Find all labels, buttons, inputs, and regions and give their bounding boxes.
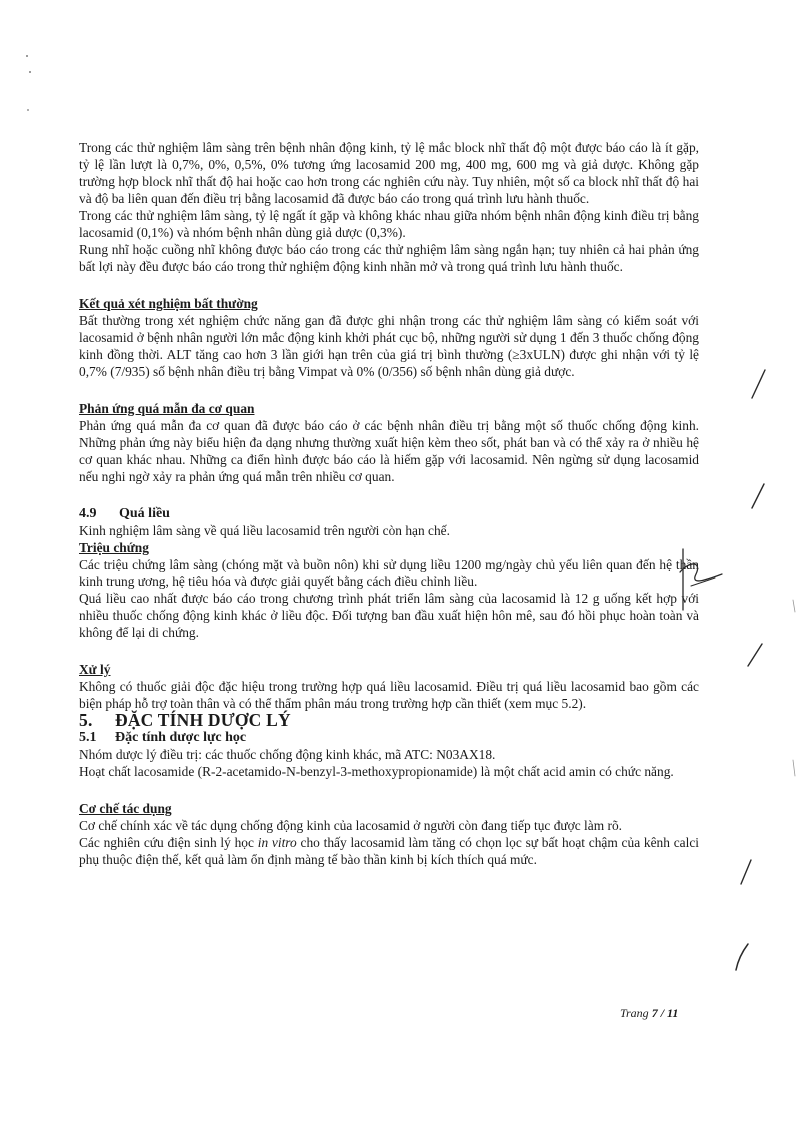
tick-mark [748, 644, 762, 666]
mechanism-text-a: Các nghiên cứu điện sinh lý học [79, 835, 258, 850]
pharmacology-paragraph-1: Nhóm dược lý điều trị: các thuốc chống động kinh khác, mã ATC: N03AX18. [79, 747, 496, 762]
intro-paragraph-3: Rung nhĩ hoặc cuồng nhĩ không được báo cáo trong các thử nghiệm lâm sàng ngắn hạn; tuy nhiên cả hai phản ứng bất lợi này đều được báo cáo trong thử nghiệm động kinh nhãn mở và trong quá trình lưu hành thuốc. [79, 242, 699, 274]
page-footer [620, 1006, 678, 1021]
section-5-heading [79, 712, 699, 729]
mechanism-paragraph-2 [79, 834, 699, 868]
section-number: 4.9 [79, 506, 97, 521]
treatment-heading: Xử lý [79, 662, 111, 677]
page-content [79, 139, 699, 868]
section-number: 5. [79, 710, 93, 730]
section-title: Quá liều [119, 506, 170, 521]
section-number: 5.1 [79, 730, 97, 745]
intro-paragraph-2: Trong các thử nghiệm lâm sàng, tỷ lệ ngất ít gặp và không khác nhau giữa nhóm bệnh nhân động kinh điều trị bằng lacosamid (0,1%) và nhóm bệnh nhân dùng giả dược (0,3%). [79, 208, 699, 240]
page-label: Trang [620, 1006, 652, 1020]
hypersensitivity-heading: Phản ứng quá mẫn đa cơ quan [79, 401, 255, 416]
tick-mark [741, 860, 751, 884]
intro-paragraph-1: Trong các thử nghiệm lâm sàng trên bệnh nhân động kinh, tỷ lệ mắc block nhĩ thất độ một được báo cáo là ít gặp, tỷ lệ lần lượt là 0,7%, 0%, 0,5%, 0% tương ứng lacosamid 200 mg, 400 mg, 600 mg và giả dược. Không gặp trường hợp block nhĩ thất độ hai hoặc cao hơn trong các nghiên cứu này. Tuy nhiên, một số ca block nhĩ thất độ hai và độ ba liên quan đến điều trị bằng lacosamid đã được báo cáo trong quá trình lưu hành thuốc. [79, 140, 699, 206]
overdose-paragraph-2: Các triệu chứng lâm sàng (chóng mặt và buồn nôn) khi sử dụng liều 1200 mg/ngày chủ yếu liên quan đến hệ thần kinh trung ương, hệ tiêu hóa và được giải quyết bằng cách điều chỉnh liều. [79, 557, 699, 589]
overdose-paragraph-1: Kinh nghiệm lâm sàng về quá liều lacosamid trên người còn hạn chế. [79, 523, 450, 538]
overdose-paragraph-3: Quá liều cao nhất được báo cáo trong chương trình phát triển lâm sàng của lacosamid là 12 g uống kết hợp với nhiều thuốc chống động kinh khác ở liều độc. Đối tượng ban đầu xuất hiện hôn mê, sau đó hồi phục hoàn toàn và không để lại di chứng. [79, 591, 699, 640]
lab-results-heading: Kết quả xét nghiệm bất thường [79, 296, 258, 311]
lab-results-paragraph: Bất thường trong xét nghiệm chức năng gan đã được ghi nhận trong các thử nghiệm lâm sàng có kiểm soát với lacosamid ở bệnh nhân người lớn mắc động kinh khởi phát cục bộ, những người sử dụng 1 đến 3 thuốc chống động kinh đồng thời. ALT tăng cao hơn 3 lần giới hạn trên của giá trị bình thường (≥3xULN) được ghi nhận với tỷ lệ 0,7% (7/935) số bệnh nhân điều trị bằng Vimpat và 0% (0/356) số bệnh nhân dùng giả dược. [79, 313, 699, 379]
speck-mark [26, 55, 28, 57]
spacer [79, 275, 699, 295]
section-4-9-heading [79, 505, 699, 522]
edge-mark [793, 760, 795, 776]
section-title: ĐẶC TÍNH DƯỢC LÝ [115, 710, 291, 730]
mechanism-text-italic: in vitro [257, 835, 297, 850]
symptoms-heading: Triệu chứng [79, 540, 149, 555]
tick-mark [752, 484, 764, 508]
spacer [79, 780, 699, 800]
pharmacology-paragraph-2: Hoạt chất lacosamide (R-2-acetamido-N-benzyl-3-methoxypropionamide) là một chất acid amin có chức năng. [79, 764, 674, 779]
edge-mark [793, 600, 795, 612]
page-number: 7 / 11 [651, 1006, 679, 1020]
tick-mark [752, 370, 765, 398]
speck-mark [27, 109, 29, 111]
section-title: Đặc tính dược lực học [115, 730, 247, 745]
mechanism-text-b: cho thấy lacosamid làm tăng có chọn lọc sự bất hoạt chậm của kênh calci phụ thuộc điện thế, kết quả làm ổn định màng tế bào thần kinh bị kích thích quá mức. [79, 835, 699, 867]
spacer [79, 641, 699, 661]
mechanism-heading: Cơ chế tác dụng [79, 801, 172, 816]
spacer [79, 485, 699, 505]
mechanism-paragraph-1: Cơ chế chính xác về tác dụng chống động kinh của lacosamid ở người còn đang tiếp tục được làm rõ. [79, 818, 622, 833]
spacer [79, 380, 699, 400]
speck-mark [29, 71, 31, 73]
tick-mark [736, 944, 748, 970]
section-5-1-heading [79, 729, 699, 746]
overdose-paragraph-4: Không có thuốc giải độc đặc hiệu trong trường hợp quá liều lacosamid. Điều trị quá liều lacosamid bao gồm các biện pháp hỗ trợ toàn thân và có thể thẩm phân máu trong trường hợp cần thiết (xem mục 5.2). [79, 679, 699, 711]
hypersensitivity-paragraph: Phản ứng quá mẫn đa cơ quan đã được báo cáo ở các bệnh nhân điều trị bằng một số thuốc chống động kinh. Những phản ứng này biểu hiện đa dạng nhưng thường xuất hiện kèm theo sốt, phát ban và có thể xảy ra ở nhiều hệ cơ quan khác nhau. Những ca điển hình được báo cáo là hiếm gặp với lacosamid. Nên ngừng sử dụng lacosamid nếu nghi ngờ xảy ra phản ứng quá mẫn trên nhiều cơ quan. [79, 418, 699, 484]
